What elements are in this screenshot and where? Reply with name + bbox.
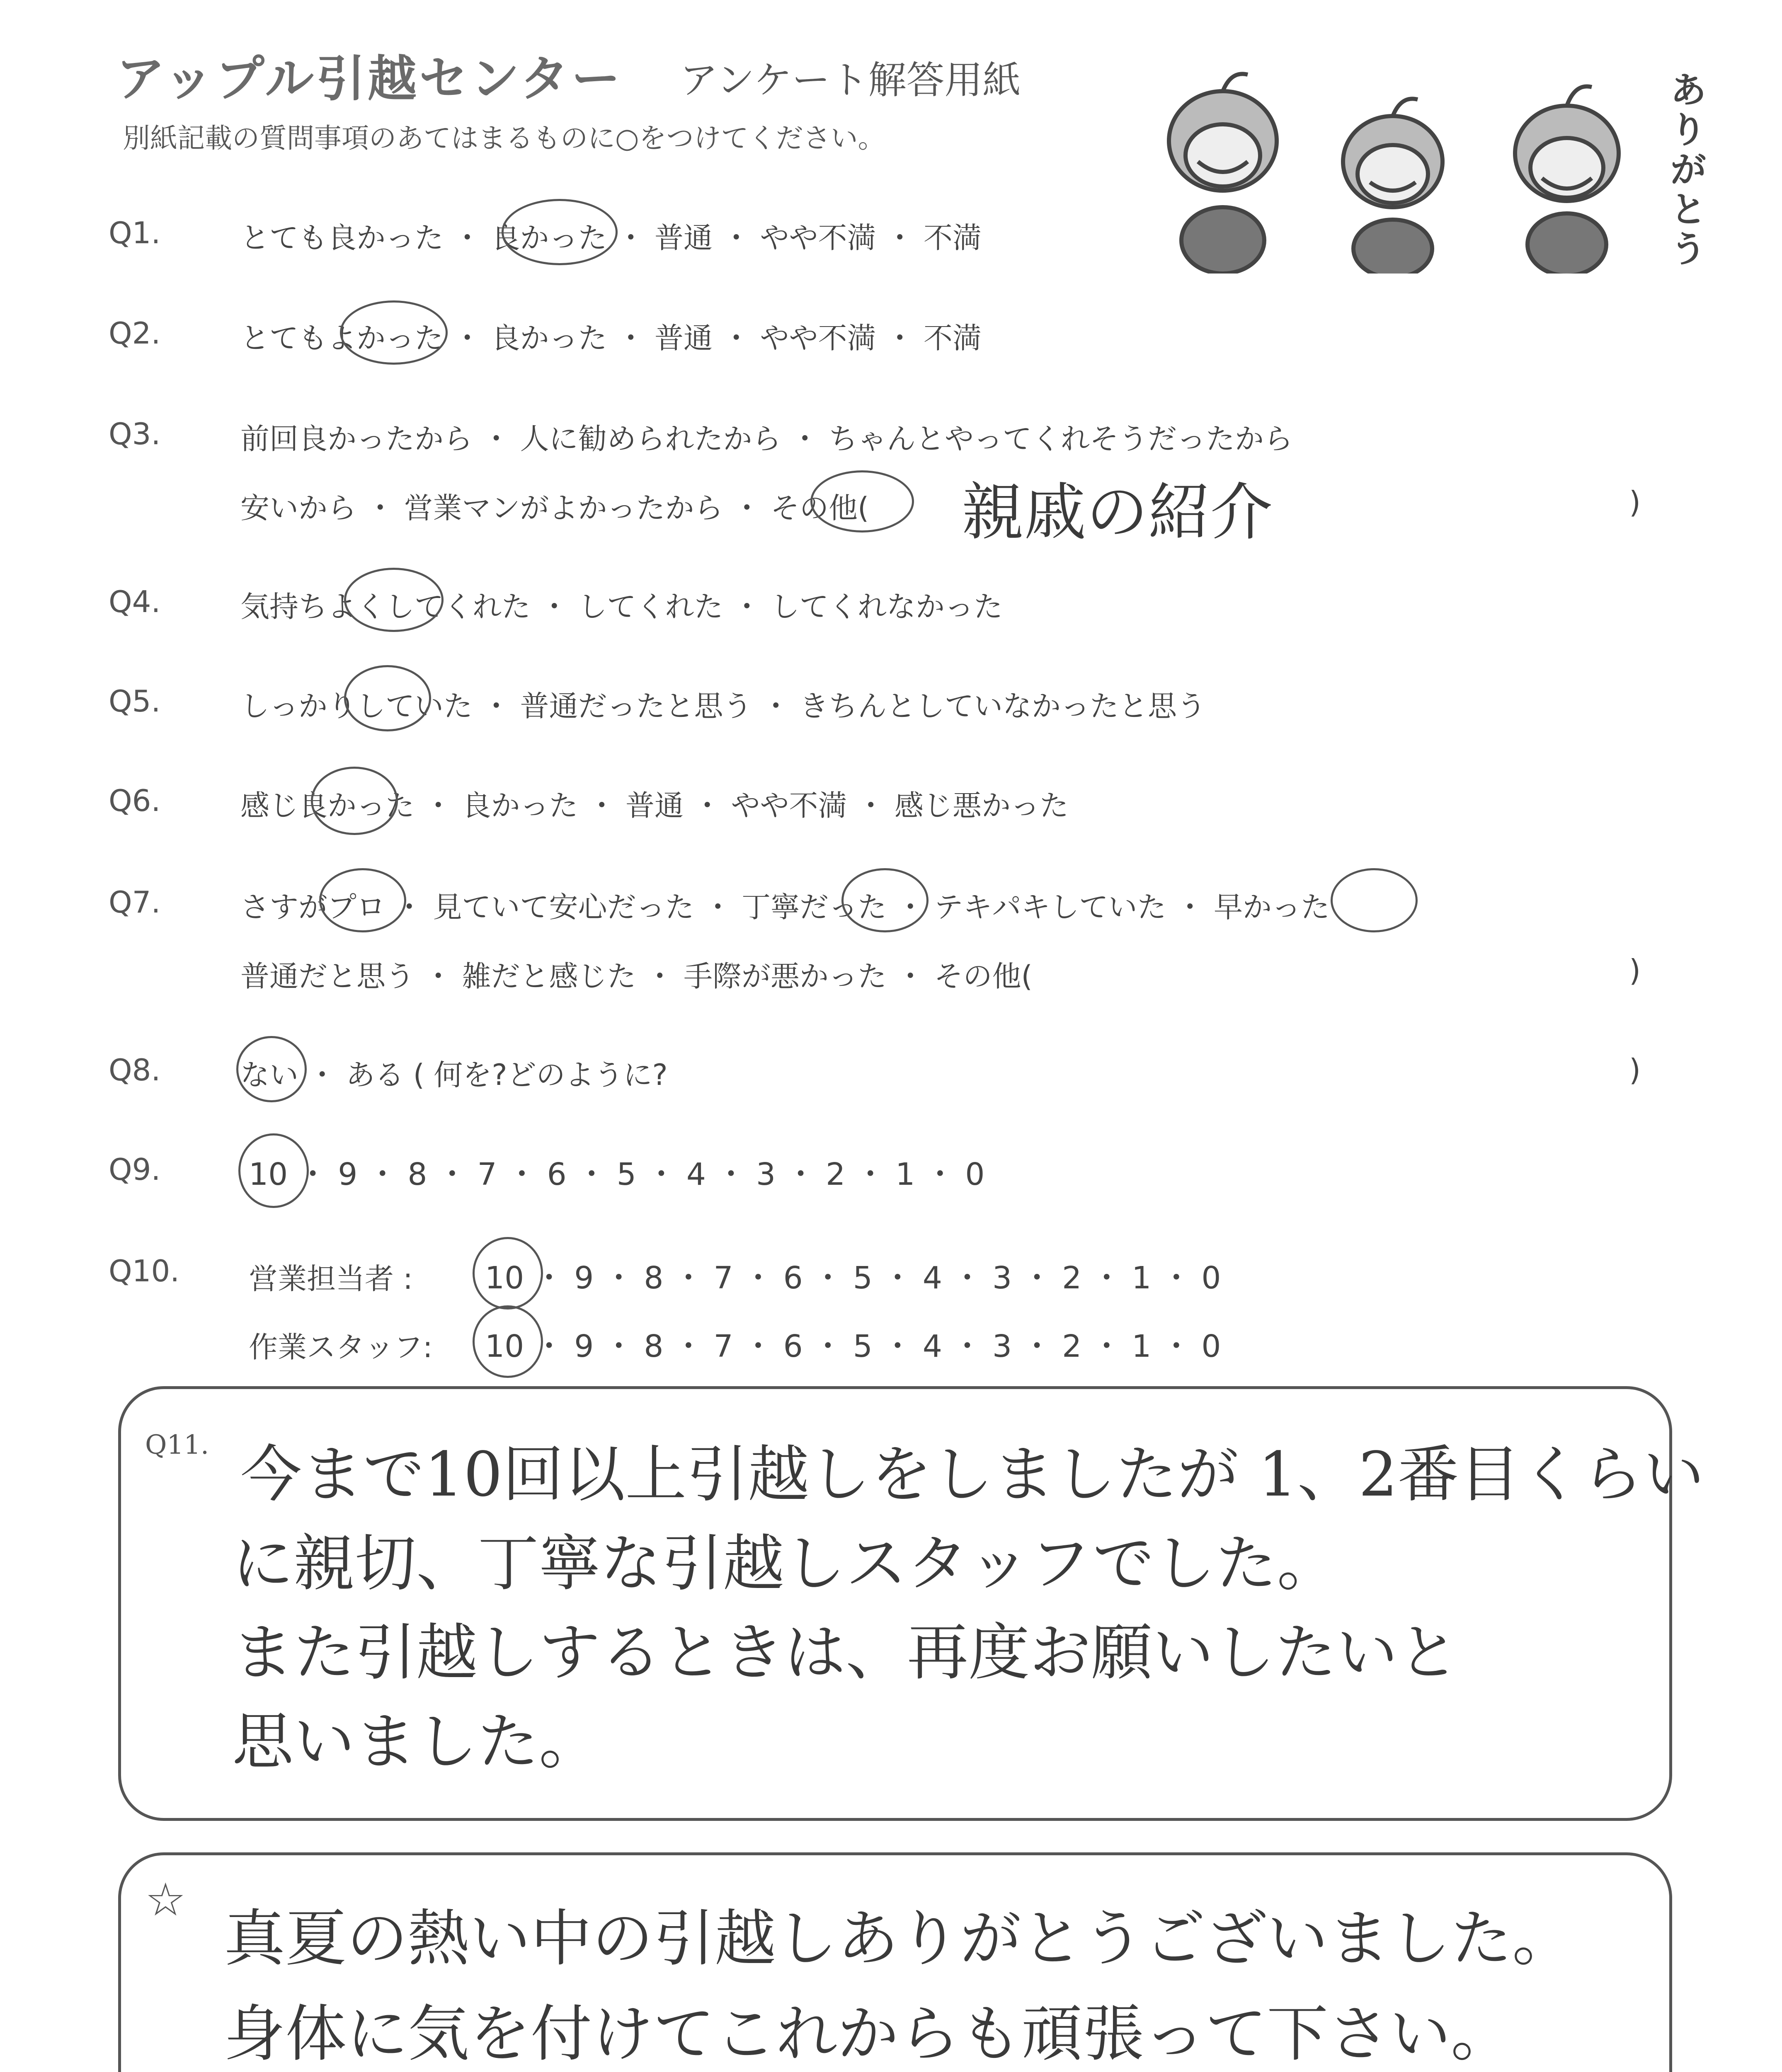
monkey-mascots-illustration bbox=[1144, 58, 1683, 274]
star-comment-line-1: 真夏の熱い中の引越しありがとうございました。 bbox=[224, 1903, 1573, 1974]
q6-number: Q6. bbox=[109, 783, 161, 818]
q7-answer-circle-pro bbox=[319, 868, 406, 932]
q3-number: Q3. bbox=[109, 416, 161, 451]
q7-answer-circle-fast bbox=[1331, 868, 1418, 932]
q3-other-answer: 親戚の紹介 bbox=[962, 477, 1273, 549]
q11-comment-line-2: に親切、丁寧な引越しスタッフでした。 bbox=[232, 1528, 1338, 1599]
q5-options: しっかりしていた ・ 普通だったと思う ・ きちんとしていなかったと思う bbox=[240, 689, 1206, 723]
q6-answer-circle bbox=[311, 767, 398, 835]
q8-close-paren: ) bbox=[1629, 1053, 1641, 1087]
q10-number: Q10. bbox=[109, 1254, 180, 1288]
q8-options: ない ・ ある ( 何を?どのように? bbox=[240, 1058, 668, 1092]
q3-options-line2: 安いから ・ 営業マンがよかったから ・ その他( bbox=[240, 491, 869, 525]
q7-answer-circle-polite bbox=[841, 868, 929, 932]
q1-number: Q1. bbox=[109, 215, 161, 250]
q1-answer-circle bbox=[502, 199, 618, 265]
q11-comment-line-3: また引越しするときは、再度お願いしたいと bbox=[232, 1617, 1459, 1688]
q4-options: 気持ちよくしてくれた ・ してくれた ・ してくれなかった bbox=[240, 590, 1003, 624]
star-mark: ☆ bbox=[145, 1873, 186, 1926]
q2-answer-circle bbox=[340, 300, 448, 365]
q3-close-paren: ) bbox=[1629, 485, 1641, 520]
q8-number: Q8. bbox=[109, 1053, 161, 1087]
q7-close-paren: ) bbox=[1629, 953, 1641, 988]
q10-sales-scale: 10 ・ 9 ・ 8 ・ 7 ・ 6 ・ 5 ・ 4 ・ 3 ・ 2 ・ 1 ・ 0 bbox=[485, 1260, 1221, 1296]
q7-number: Q7. bbox=[109, 885, 161, 920]
q10-staff-scale: 10 ・ 9 ・ 8 ・ 7 ・ 6 ・ 5 ・ 4 ・ 3 ・ 2 ・ 1 ・ 0 bbox=[485, 1329, 1221, 1364]
q10-sales-answer-circle bbox=[473, 1237, 543, 1310]
q9-number: Q9. bbox=[109, 1152, 161, 1187]
form-subtitle: アンケート解答用紙 bbox=[680, 58, 1021, 102]
star-comment-line-2: 身体に気を付けてこれからも頑張って下さい。 bbox=[224, 1998, 1512, 2070]
q10-staff-answer-circle bbox=[473, 1305, 543, 1378]
q2-options: とてもよかった ・ 良かった ・ 普通 ・ やや不満 ・ 不満 bbox=[240, 321, 982, 355]
q4-answer-circle bbox=[344, 568, 444, 632]
mascot-thanks-text: ありがとう bbox=[1670, 70, 1706, 270]
q6-options: 感じ良かった ・ 良かった ・ 普通 ・ やや不満 ・ 感じ悪かった bbox=[240, 789, 1069, 823]
q4-number: Q4. bbox=[109, 584, 161, 619]
q9-answer-circle bbox=[238, 1133, 309, 1208]
instruction-text: 別紙記載の質問事項のあてはまるものに○をつけてください。 bbox=[123, 122, 885, 154]
q2-number: Q2. bbox=[109, 316, 161, 351]
q11-comment-line-1: 今まで10回以上引越しをしましたが 1、2番目くらい bbox=[240, 1439, 1704, 1510]
q5-number: Q5. bbox=[109, 684, 161, 719]
company-title: アップル引越センター bbox=[116, 50, 623, 107]
q3-options-line1: 前回良かったから ・ 人に勧められたから ・ ちゃんとやってくれそうだったから bbox=[240, 422, 1293, 456]
q7-options-line2: 普通だと思う ・ 雑だと感じた ・ 手際が悪かった ・ その他( bbox=[240, 959, 1033, 993]
q3-answer-circle bbox=[810, 470, 914, 533]
q11-comment-line-4: 思いました。 bbox=[232, 1706, 600, 1777]
q9-scale: 10 ・ 9 ・ 8 ・ 7 ・ 6 ・ 5 ・ 4 ・ 3 ・ 2 ・ 1 ・ 0 bbox=[249, 1157, 985, 1192]
q8-answer-circle bbox=[236, 1036, 307, 1102]
q11-label: Q11. bbox=[145, 1430, 209, 1460]
q10-sales-label: 営業担当者 : bbox=[249, 1262, 413, 1296]
q5-answer-circle bbox=[344, 665, 431, 731]
q7-options-line1: さすがプロ ・ 見ていて安心だった ・ 丁寧だった ・ テキパキしていた ・ 早かった bbox=[240, 890, 1330, 924]
q1-options: とても良かった ・ 良かった ・ 普通 ・ やや不満 ・ 不満 bbox=[240, 221, 982, 255]
q10-staff-label: 作業スタッフ: bbox=[249, 1330, 433, 1364]
